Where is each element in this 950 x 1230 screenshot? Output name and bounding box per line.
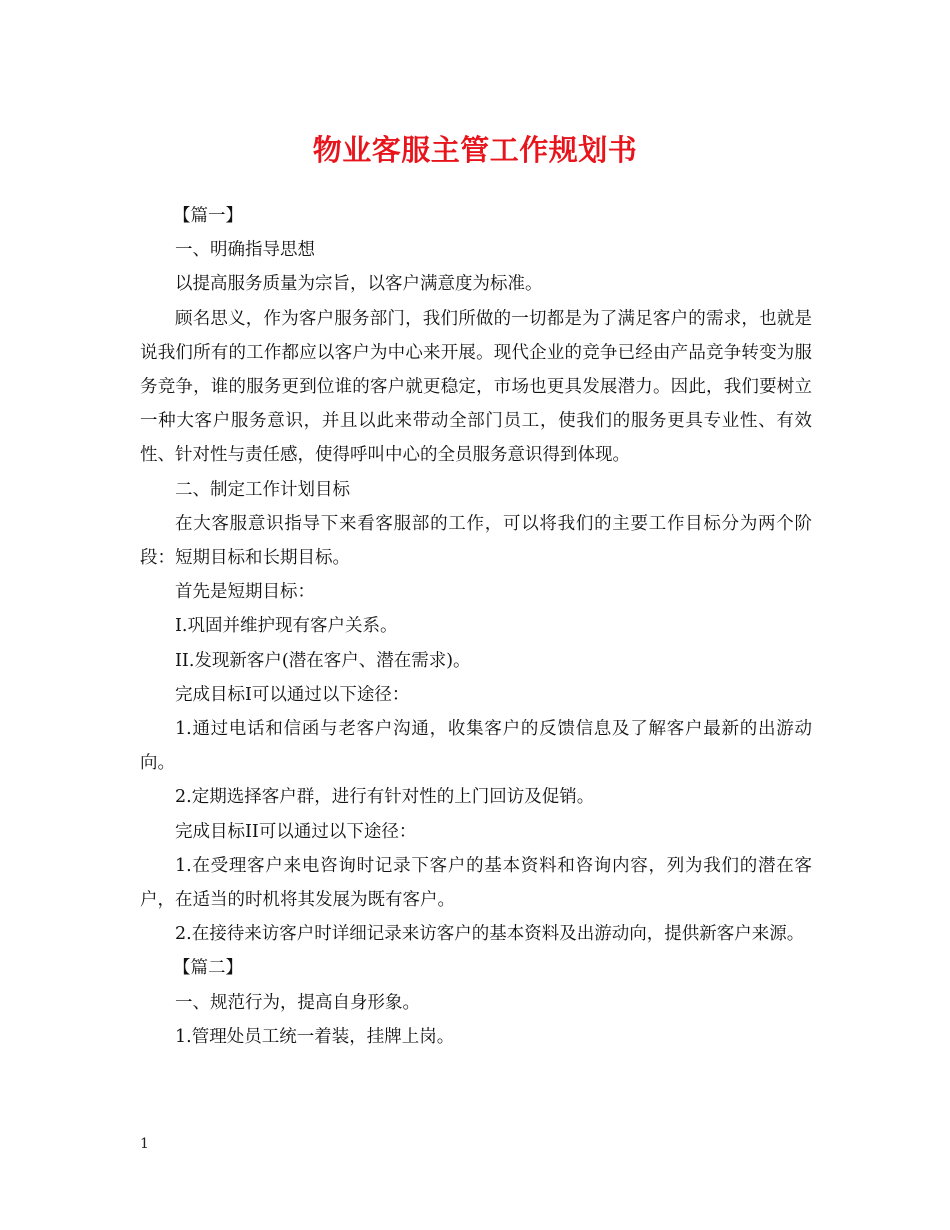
paragraph: 完成目标II可以通过以下途径： [175, 821, 417, 842]
document-title: 物业客服主管工作规划书 [312, 133, 638, 167]
document-body [140, 199, 812, 1054]
section-heading-part-one: 【篇一】 [173, 206, 243, 226]
paragraph: 首先是短期目标： [175, 582, 315, 603]
section-heading-part-two: 【篇二】 [173, 958, 243, 979]
list-item: 2.定期选择客户群，进行有针对性的上门回访及促销。 [175, 787, 595, 808]
heading-work-plan-goals: 二、制定工作计划目标 [175, 479, 350, 500]
list-item: 2.在接待来访客户时详细记录来访客户的基本资料及出游动向，提供新客户来源。 [175, 924, 805, 945]
list-item: I.巩固并维护现有客户关系。 [175, 616, 398, 637]
list-item: 1.通过电话和信函与老客户沟通，收集客户的反馈信息及了解客户最新的出游动向。 [140, 719, 812, 774]
paragraph: 在大客服意识指导下来看客服部的工作，可以将我们的主要工作目标分为两个阶段：短期目标和长期目标。 [140, 513, 812, 569]
heading-standardize-behavior: 一、规范行为，提高自身形象。 [175, 992, 420, 1013]
paragraph: 完成目标I可以通过以下途径： [175, 684, 410, 705]
list-item: 1.管理处员工统一着装，挂牌上岗。 [175, 1026, 455, 1047]
list-item: 1.在受理客户来电咨询时记录下客户的基本资料和咨询内容，列为我们的潜在客户，在适当的时机将其发展为既有客户。 [140, 855, 812, 911]
heading-guiding-ideology: 一、明确指导思想 [175, 240, 315, 261]
paragraph: 顾名思义，作为客户服务部门，我们所做的一切都是为了满足客户的需求，也就是说我们所有的工作都应以客户为中心来开展。现代企业的竞争已经由产品竞争转变为服务竞争，谁的服务更到位谁的客户就更稳定，市场也更具发展潜力。因此，我们要树立一种大客户服务意识，并且以此来带动全部门员工，使我们的服务更具专业性、有效性、针对性与责任感，使得呼叫中心的全员服务意识得到体现。 [140, 308, 812, 466]
page-number: 1 [140, 1136, 149, 1152]
paragraph: 以提高服务质量为宗旨，以客户满意度为标准。 [175, 274, 543, 295]
list-item: II.发现新客户(潜在客户、潜在需求)。 [175, 650, 471, 671]
